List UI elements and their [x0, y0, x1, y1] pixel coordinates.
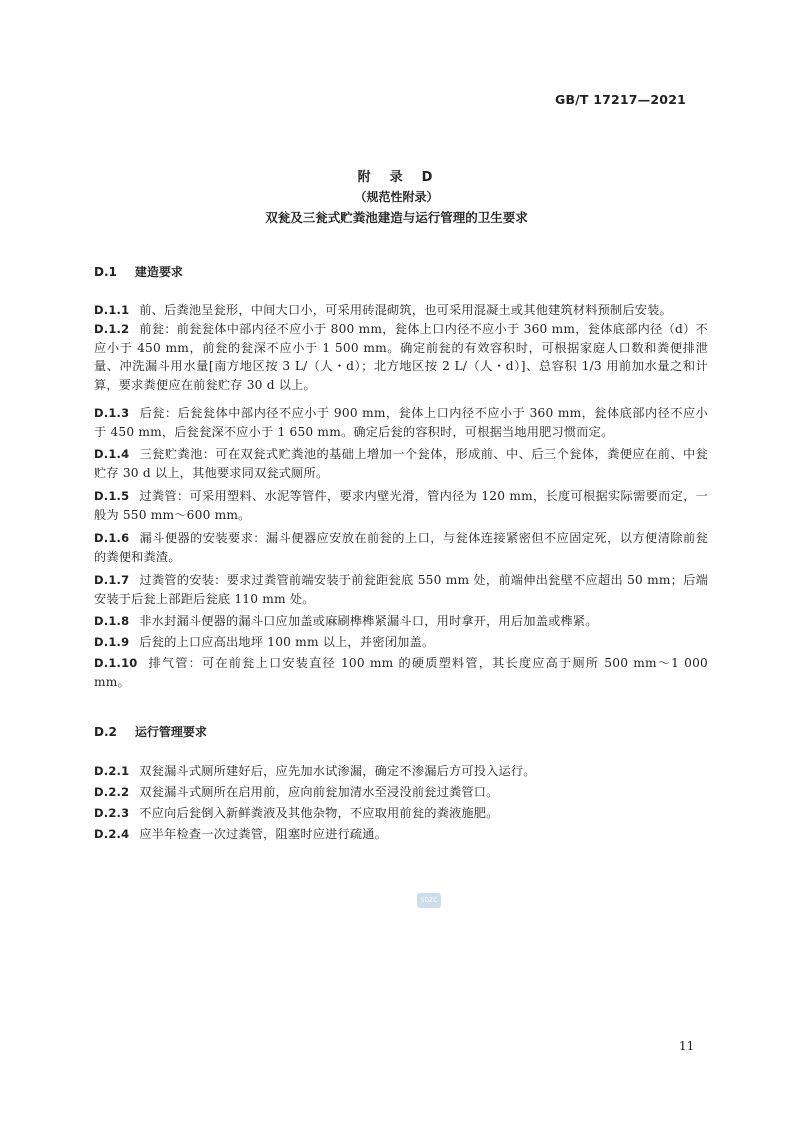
clause-text: 双瓮漏斗式厕所建好后，应先加水试渗漏，确定不渗漏后方可投入运行。: [139, 764, 536, 778]
section-number: D.1: [94, 265, 117, 279]
appendix-nature: （规范性附录）: [354, 190, 439, 204]
clause-d1-7: [94, 571, 708, 608]
clause-number: D.1.9: [94, 635, 130, 649]
clause-number: D.1.2: [94, 322, 130, 336]
clause-d1-2: [94, 320, 708, 395]
section-heading-d2: [94, 723, 207, 740]
clause-number: D.2.2: [94, 785, 130, 799]
appendix-subject: 双瓮及三瓮式贮粪池建造与运行管理的卫生要求: [265, 210, 528, 225]
clause-text: 过粪管的安装：要求过粪管前端安装于前瓮距瓮底 550 mm 处，前端伸出瓮壁不应超出 50 mm；后端安装于后瓮上部距后瓮底 110 mm 处。: [94, 573, 708, 606]
clause-number: D.1.1: [94, 303, 130, 317]
clause-text: 不应向后瓮倒入新鲜粪液及其他杂物，不应取用前瓮的粪液施肥。: [139, 806, 499, 820]
clause-number: D.1.8: [94, 614, 130, 628]
clause-d1-9: [94, 633, 708, 652]
clause-number: D.1.3: [94, 406, 130, 420]
clause-number: D.1.5: [94, 489, 130, 503]
clause-number: D.2.4: [94, 827, 130, 841]
clause-d2-1: [94, 762, 708, 781]
watermark-logo: [417, 893, 441, 908]
clause-text: 前瓮：前瓮瓮体中部内径不应小于 800 mm，瓮体上口内径不应小于 360 mm，瓮体底部内径（d）不应小于 450 mm，前瓮的瓮深不应小于 1 500 mm。确定前瓮的有效容积时，可根据家庭人口数和粪便排泄量、冲洗漏斗用水量[南方地区按 3 L/（人・d）；北方地区按 2 L/（人・d）]、总容积 1/3 用前加水量之和计算，要求粪便应在前瓮贮存 30 d 以上。: [94, 322, 708, 393]
clause-number: D.1.6: [94, 531, 130, 545]
clause-number: D.2.1: [94, 764, 130, 778]
watermark-text: SDZC: [420, 897, 438, 904]
clause-d1-5: [94, 487, 708, 524]
clause-text: 后瓮的上口应高出地坪 100 mm 以上，并密闭加盖。: [139, 635, 435, 649]
section-number: D.2: [94, 725, 117, 739]
page-number: 11: [679, 1039, 695, 1053]
clause-number: D.1.10: [94, 656, 138, 670]
clause-d1-1: [94, 301, 708, 320]
clause-text: 非水封漏斗便器的漏斗口应加盖或麻刷榫榫紧漏斗口，用时拿开，用后加盖或榫紧。: [139, 614, 598, 628]
clause-text: 应半年检查一次过粪管，阻塞时应进行疏通。: [139, 827, 388, 841]
clause-text: 排气管：可在前瓮上口安装直径 100 mm 的硬质塑料管，其长度应高于厕所 500 mm～1 000 mm。: [94, 656, 708, 689]
clause-d2-2: [94, 783, 708, 802]
clause-text: 三瓮贮粪池：可在双瓮式贮粪池的基础上增加一个瓮体，形成前、中、后三个瓮体，粪便应在前、中瓮贮存 30 d 以上，其他要求同双瓮式厕所。: [94, 447, 708, 480]
clause-d1-6: [94, 529, 708, 566]
clause-d2-3: [94, 804, 708, 823]
standard-number: GB/T 17217—2021: [554, 92, 686, 107]
clause-d1-10: [94, 654, 708, 691]
clause-text: 双瓮漏斗式厕所在启用前，应向前瓮加清水至浸没前瓮过粪管口。: [139, 785, 499, 799]
clause-d1-3: [94, 404, 708, 441]
section-title: 运行管理要求: [134, 725, 207, 739]
clause-d1-8: [94, 612, 708, 631]
clause-text: 漏斗便器的安装要求：漏斗便器应安放在前瓮的上口，与瓮体连接紧密但不应固定死，以方便清除前瓮的粪便和粪渣。: [94, 531, 708, 564]
clause-number: D.2.3: [94, 806, 130, 820]
clause-d2-4: [94, 825, 708, 844]
section-heading-d1: [94, 263, 183, 280]
clause-number: D.1.4: [94, 447, 130, 461]
clause-text: 前、后粪池呈瓮形，中间大口小，可采用砖混砌筑，也可采用混凝土或其他建筑材料预制后安装。: [139, 303, 672, 317]
clause-text: 后瓮：后瓮瓮体中部内径不应小于 900 mm，瓮体上口内径不应小于 360 mm，瓮体底部内径不应小于 450 mm，后瓮瓮深不应小于 1 650 mm。确定后瓮的容积时，可根据当地用肥习惯而定。: [94, 406, 708, 439]
appendix-title: 附 录 D: [357, 170, 436, 185]
clause-number: D.1.7: [94, 573, 130, 587]
clause-d1-4: [94, 445, 708, 482]
section-title: 建造要求: [134, 265, 183, 279]
clause-text: 过粪管：可采用塑料、水泥等管件，要求内壁光滑，管内径为 120 mm，长度可根据实际需要而定，一般为 550 mm～600 mm。: [94, 489, 708, 522]
